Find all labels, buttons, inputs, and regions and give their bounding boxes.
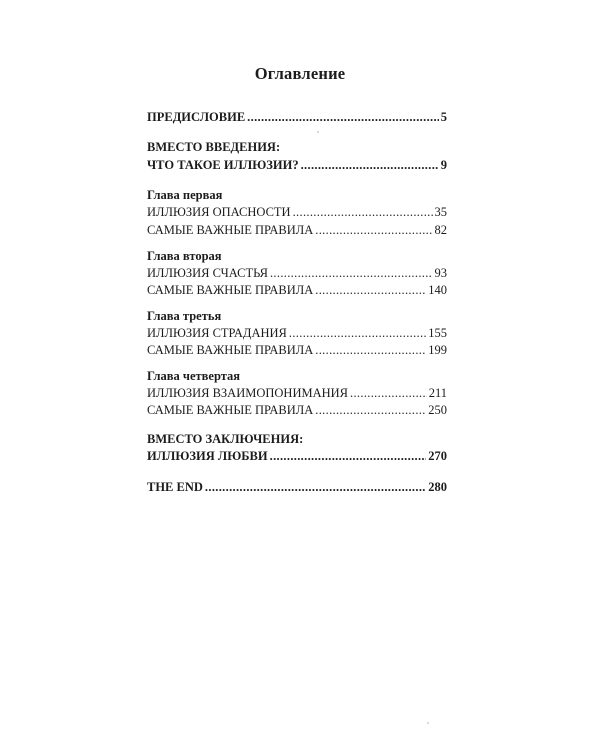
toc-entry-intro[interactable] (147, 156, 447, 174)
toc-chapter-label-1: Глава первая (147, 188, 223, 202)
toc-entry-title: ИЛЛЮЗИЯ СЧАСТЬЯ (147, 266, 268, 280)
dot-leader (247, 108, 439, 126)
dot-leader (301, 156, 439, 174)
toc-entry-title: САМЫЕ ВАЖНЫЕ ПРАВИЛА (147, 343, 314, 357)
dot-leader (315, 341, 426, 359)
page-title: Оглавление (254, 64, 346, 83)
toc-entry-ch4-rules[interactable] (147, 401, 447, 419)
toc-entry-preface[interactable] (147, 108, 447, 126)
toc-entry-ch4-main[interactable] (147, 384, 447, 402)
toc-entry-the-end[interactable] (147, 478, 447, 496)
toc-chapter-label-3: Глава третья (147, 309, 222, 323)
toc-entry-ch1-main[interactable] (147, 203, 447, 221)
toc-entry-title: ИЛЛЮЗИЯ ОПАСНОСТИ (147, 205, 291, 219)
toc-entry-title: САМЫЕ ВАЖНЫЕ ПРАВИЛА (147, 283, 314, 297)
dot-leader (270, 447, 427, 465)
toc-chapter-label-4: Глава четвертая (147, 369, 241, 383)
dot-leader (293, 203, 433, 221)
toc-page-number: 199 (428, 343, 447, 357)
dot-leader (315, 221, 432, 239)
toc-page-number: 93 (434, 266, 447, 280)
toc-page-number: 140 (428, 283, 447, 297)
toc-entry-title: САМЫЕ ВАЖНЫЕ ПРАВИЛА (147, 403, 314, 417)
toc-entry-title: ИЛЛЮЗИЯ ВЗАИМОПОНИМАНИЯ (147, 386, 349, 400)
toc-entry-ch2-rules[interactable] (147, 281, 447, 299)
toc-entry-ch3-rules[interactable] (147, 341, 447, 359)
toc-page-number: 211 (428, 386, 447, 400)
dot-leader (270, 264, 433, 282)
toc-page-number: 35 (434, 205, 447, 219)
toc-page-number: 270 (428, 449, 447, 463)
toc-section-heading-conclusion: ВМЕСТО ЗАКЛЮЧЕНИЯ: (147, 432, 304, 446)
toc-entry-title: САМЫЕ ВАЖНЫЕ ПРАВИЛА (147, 223, 314, 237)
toc-page-number: 280 (428, 480, 447, 494)
toc-entry-title: ИЛЛЮЗИЯ СТРАДАНИЯ (147, 326, 287, 340)
dot-leader (205, 478, 426, 496)
toc-entry-ch3-main[interactable] (147, 324, 447, 342)
toc-page-number: 82 (434, 223, 447, 237)
toc-entry-conclusion[interactable] (147, 447, 447, 465)
toc-page-number: 250 (428, 403, 447, 417)
toc-page-number: 9 (440, 158, 447, 172)
toc-section-heading-intro: ВМЕСТО ВВЕДЕНИЯ: (147, 140, 281, 154)
dot-leader (315, 401, 426, 419)
scan-speck (427, 722, 429, 724)
dot-leader (289, 324, 426, 342)
toc-entry-title: ЧТО ТАКОЕ ИЛЛЮЗИИ? (147, 158, 299, 172)
toc-chapter-label-2: Глава вторая (147, 249, 222, 263)
toc-entry-title: THE END (147, 480, 203, 494)
toc-entry-title: ПРЕДИСЛОВИЕ (147, 110, 246, 124)
toc-entry-ch2-main[interactable] (147, 264, 447, 282)
toc-page-number: 5 (440, 110, 447, 124)
toc-page-number: 155 (428, 326, 447, 340)
toc-entry-ch1-rules[interactable] (147, 221, 447, 239)
dot-leader (350, 384, 427, 402)
scan-speck (317, 131, 319, 133)
dot-leader (315, 281, 426, 299)
toc-entry-title: ИЛЛЮЗИЯ ЛЮБВИ (147, 449, 268, 463)
